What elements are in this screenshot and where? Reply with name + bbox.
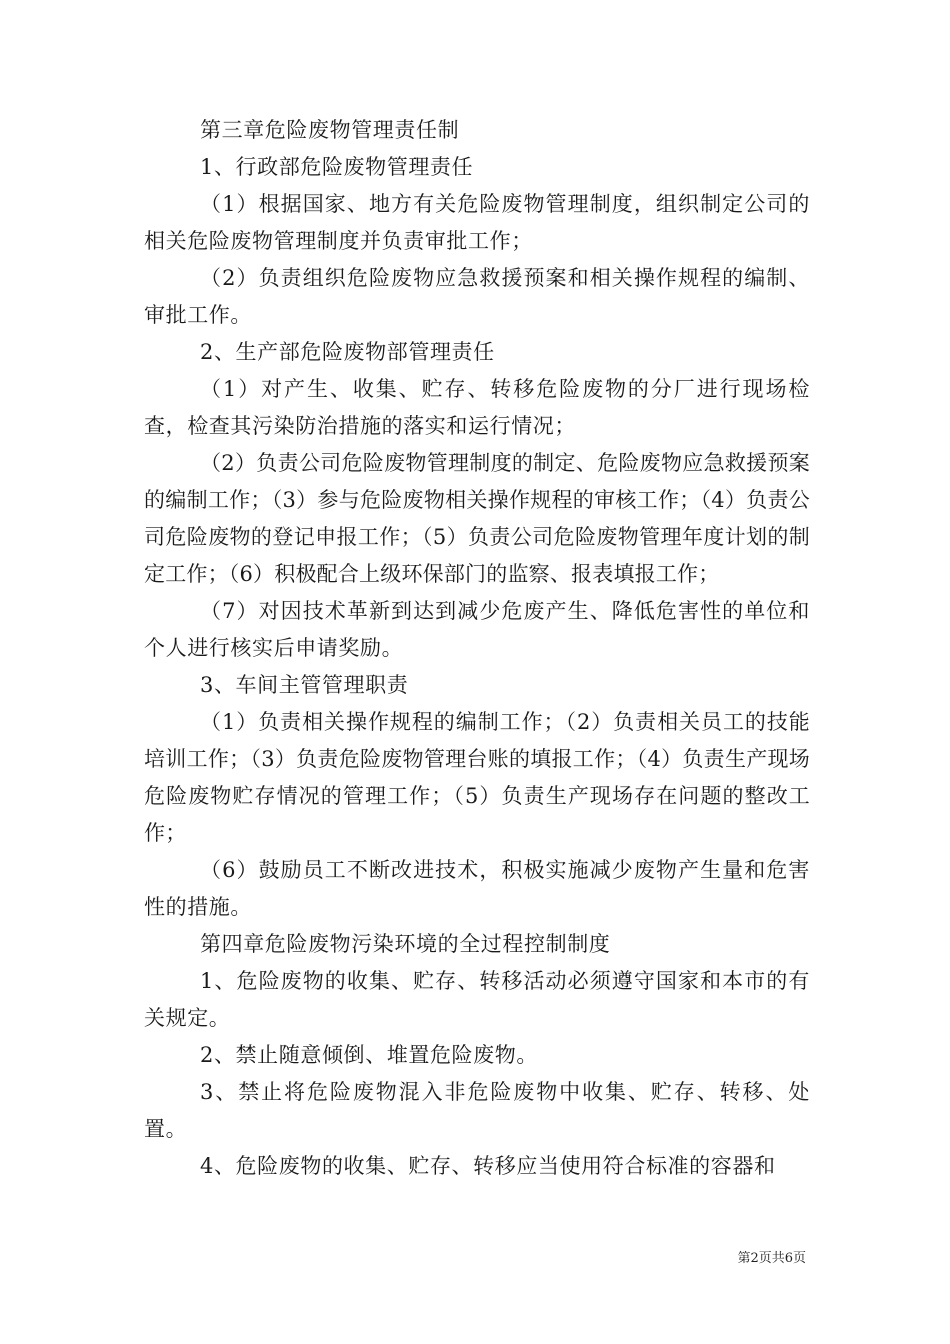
chapter-3-heading: 第三章危险废物管理责任制 (200, 118, 460, 142)
paragraph: 4、危险废物的收集、贮存、转移应当使用符合标准的容器和 (200, 1154, 776, 1178)
chapter-4-heading: 第四章危险废物污染环境的全过程控制制度 (200, 932, 611, 956)
paragraph: （7）对因技术革新到达到减少危废产生、降低危害性的单位和个人进行核实后申请奖励。 (144, 599, 810, 660)
paragraph: （1）负责相关操作规程的编制工作；（2）负责相关员工的技能培训工作；（3）负责危险废物管理台账的填报工作；（4）负责生产现场危险废物贮存情况的管理工作；（5）负责生产现场存在问题的整改工作； (144, 710, 810, 845)
paragraph: （6）鼓励员工不断改进技术，积极实施减少废物产生量和危害性的措施。 (144, 858, 810, 919)
paragraph: （2）负责组织危险废物应急救援预案和相关操作规程的编制、审批工作。 (144, 266, 810, 327)
page-number-footer: 第2页共6页 (737, 1251, 806, 1266)
paragraph: （1）根据国家、地方有关危险废物管理制度，组织制定公司的相关危险废物管理制度并负责审批工作； (144, 192, 810, 253)
section-production-heading: 2、生产部危险废物部管理责任 (200, 340, 495, 364)
section-workshop-heading: 3、车间主管管理职责 (200, 673, 409, 697)
paragraph: 1、危险废物的收集、贮存、转移活动必须遵守国家和本市的有关规定。 (144, 969, 810, 1030)
paragraph: 2、禁止随意倾倒、堆置危险废物。 (200, 1043, 538, 1067)
document-body (144, 112, 810, 1185)
paragraph: （2）负责公司危险废物管理制度的制定、危险废物应急救援预案的编制工作；（3）参与危险废物相关操作规程的审核工作；（4）负责公司危险废物的登记申报工作；（5）负责公司危险废物管理年度计划的制定工作；（6）积极配合上级环保部门的监察、报表填报工作； (144, 451, 810, 586)
section-admin-heading: 1、行政部危险废物管理责任 (200, 155, 474, 179)
paragraph: （1）对产生、收集、贮存、转移危险废物的分厂进行现场检查，检查其污染防治措施的落实和运行情况； (144, 377, 810, 438)
paragraph: 3、禁止将危险废物混入非危险废物中收集、贮存、转移、处置。 (144, 1080, 810, 1141)
